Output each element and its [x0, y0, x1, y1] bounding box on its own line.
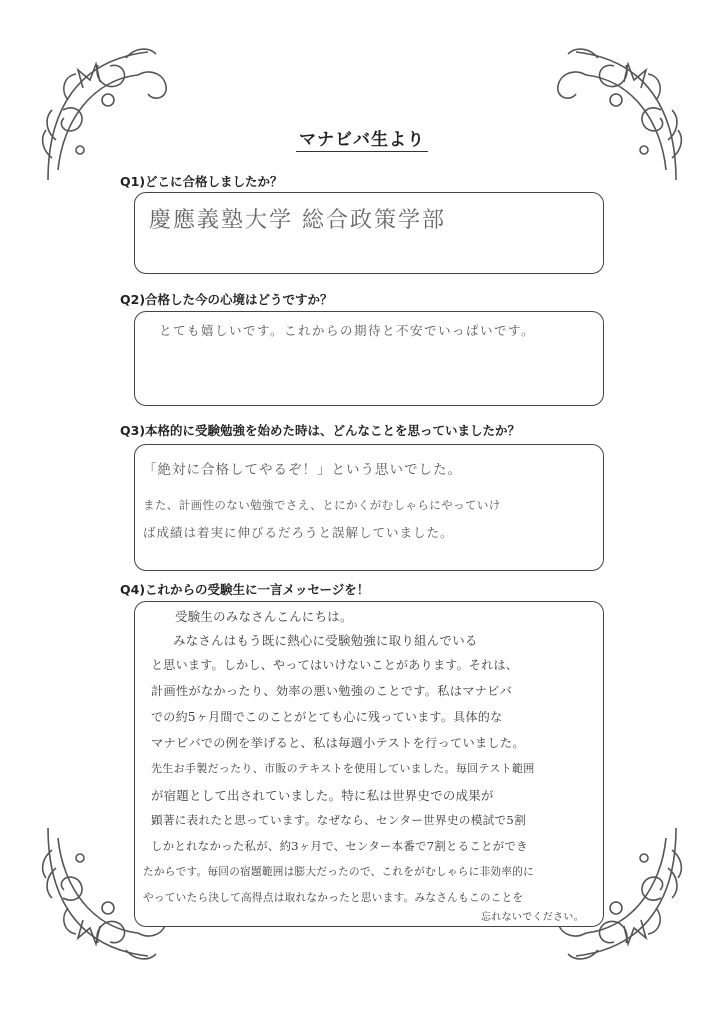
answer-q4-line: みなさんはもう既に熱心に受験勉強に取り組んでいる [173, 633, 478, 648]
answer-q4-line: しかとれなかった私が、約3ヶ月で、センター本番で7割とることができ [151, 839, 528, 853]
question-4-label: Q4)これからの受験生に一言メッセージを！ [120, 582, 370, 597]
answer-q4-line: 顕著に表れたと思っています。なぜなら、センター世界史の模試で5割 [151, 813, 526, 827]
answer-q4-line: と思います。しかし、やってはいけないことがあります。それは、 [151, 658, 519, 672]
answer-q4-line: での約5ヶ月間でこのことがとても心に残っています。具体的な [151, 710, 503, 724]
answer-q1-line: 慶應義塾大学 総合政策学部 [149, 208, 446, 233]
answer-q3-line: また、計画性のない勉強でさえ、とにかくがむしゃらにやっていけ [143, 498, 501, 512]
floral-ornament-top-left-icon [38, 40, 188, 190]
answer-q4-line: たからです。毎回の宿題範囲は膨大だったので、これをがむしゃらに非効率的に [143, 866, 535, 878]
answer-box-q1 [134, 192, 604, 274]
floral-ornament-top-right-icon [536, 40, 686, 190]
answer-q3-line: 「絶対に合格してやるぞ！」という思いでした。 [143, 462, 462, 478]
answer-q4-line: 忘れないでください。 [481, 912, 584, 923]
answer-q2-line: とても嬉しいです。これからの期待と不安でいっぱいです。 [159, 323, 536, 338]
question-2-label: Q2)合格した今の心境はどうですか？ [120, 292, 333, 307]
answer-q4-line: やっていたら決して高得点は取れなかったと思います。みなさんもこのことを [143, 892, 524, 904]
answer-q3-line: ば成績は着実に伸びるだろうと誤解していました。 [143, 525, 454, 540]
answer-box-q3 [134, 444, 604, 571]
answer-q4-line: 計画性がなかったり、効率の悪い勉強のことです。私はマナビバ [151, 684, 513, 698]
answer-box-q4 [134, 601, 604, 927]
answer-q4-line: マナビバでの例を挙げると、私は毎週小テストを行っていました。 [151, 736, 525, 750]
title-underline [296, 151, 428, 152]
question-1-label: Q1)どこに合格しましたか？ [120, 174, 283, 189]
answer-q4-line: 先生お手製だったり、市販のテキストを使用していました。毎回テスト範囲 [151, 762, 535, 775]
answer-box-q2 [134, 311, 604, 406]
question-3-label: Q3)本格的に受験勉強を始めた時は、どんなことを思っていましたか？ [120, 423, 521, 438]
answer-q4-line: が宿題として出されていました。特に私は世界史での成果が [151, 788, 494, 803]
page-title: マナビバ生より [299, 130, 425, 150]
answer-q4-line: 受験生のみなさんこんにちは。 [175, 609, 353, 624]
